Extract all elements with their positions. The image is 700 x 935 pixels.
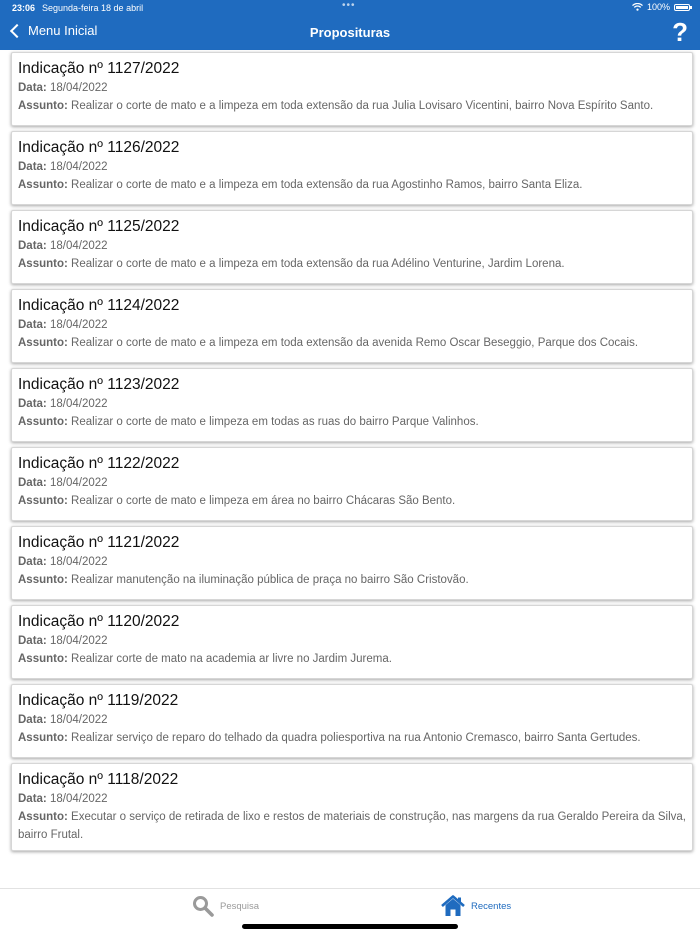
list-item[interactable]	[11, 131, 693, 205]
item-subject-value: Realizar o corte de mato e a limpeza em toda extensão da rua Adélino Venturine, Jardim Lorena.	[71, 258, 565, 270]
tab-search-label: Pesquisa	[220, 900, 260, 912]
item-subject	[18, 413, 686, 431]
item-subject	[18, 176, 686, 194]
item-date-label: Data:	[18, 714, 47, 726]
item-subject	[18, 571, 686, 589]
list-item[interactable]	[11, 684, 693, 758]
item-subject-label: Assunto:	[18, 258, 68, 270]
item-date-value: 18/04/2022	[49, 82, 108, 94]
item-date	[18, 237, 686, 255]
item-title: Indicação nº 1123/2022	[18, 376, 180, 393]
item-date-value: 18/04/2022	[49, 398, 108, 410]
battery-percent: 100%	[646, 2, 670, 12]
item-title: Indicação nº 1126/2022	[18, 139, 180, 156]
item-title: Indicação nº 1118/2022	[18, 771, 179, 788]
list-item[interactable]	[11, 210, 693, 284]
item-title: Indicação nº 1119/2022	[18, 692, 179, 709]
item-subject-value: Executar o serviço de retirada de lixo e restos de materiais de construção, nas margens da rua Geraldo Pereira da Silva, bairro Frutal.	[18, 811, 686, 841]
item-date-label: Data:	[18, 556, 47, 568]
item-date	[18, 474, 686, 492]
item-title: Indicação nº 1127/2022	[18, 60, 180, 77]
item-date	[18, 553, 686, 571]
item-date-value: 18/04/2022	[49, 635, 108, 647]
item-subject-value: Realizar o corte de mato e a limpeza em toda extensão da rua Agostinho Ramos, bairro Santa Eliza.	[71, 179, 583, 191]
item-subject	[18, 97, 686, 115]
item-subject-label: Assunto:	[18, 337, 68, 349]
back-label: Menu Inicial	[28, 23, 98, 38]
item-title: Indicação nº 1124/2022	[18, 297, 180, 314]
nav-bar	[0, 16, 700, 50]
item-date	[18, 632, 686, 650]
item-subject	[18, 255, 686, 273]
item-subject-value: Realizar o corte de mato e limpeza em todas as ruas do bairro Parque Valinhos.	[71, 416, 479, 428]
home-indicator[interactable]	[242, 924, 458, 929]
item-date-label: Data:	[18, 793, 47, 805]
item-subject-value: Realizar corte de mato na academia ar livre no Jardim Jurema.	[71, 653, 392, 665]
item-date-label: Data:	[18, 240, 47, 252]
item-subject-value: Realizar o corte de mato e a limpeza em toda extensão da rua Julia Lovisaro Vicentini, bairro Nova Espírito Santo.	[71, 100, 654, 112]
item-date-value: 18/04/2022	[49, 477, 108, 489]
status-time: 23:06	[12, 3, 36, 13]
item-title: Indicação nº 1120/2022	[18, 613, 180, 630]
item-date-label: Data:	[18, 477, 47, 489]
list-item[interactable]	[11, 526, 693, 600]
item-date-label: Data:	[18, 398, 47, 410]
list-item[interactable]	[11, 447, 693, 521]
tab-recent-label: Recentes	[471, 900, 512, 912]
item-date-value: 18/04/2022	[49, 556, 108, 568]
item-date-value: 18/04/2022	[49, 319, 108, 331]
item-date-value: 18/04/2022	[49, 240, 108, 252]
top-bar	[0, 0, 700, 50]
item-date-label: Data:	[18, 635, 47, 647]
item-subject	[18, 334, 686, 352]
item-title: Indicação nº 1122/2022	[18, 455, 180, 472]
list-item[interactable]	[11, 763, 693, 851]
item-subject	[18, 650, 686, 668]
help-button[interactable]: ?	[672, 17, 688, 47]
item-subject	[18, 492, 686, 510]
item-subject-label: Assunto:	[18, 653, 68, 665]
item-subject	[18, 729, 686, 747]
multitask-dots-icon[interactable]: •••	[342, 0, 356, 11]
item-date-value: 18/04/2022	[49, 793, 108, 805]
item-date	[18, 790, 686, 808]
item-subject-value: Realizar o corte de mato e limpeza em área no bairro Chácaras São Bento.	[71, 495, 456, 507]
list-item[interactable]	[11, 289, 693, 363]
item-title: Indicação nº 1125/2022	[18, 218, 180, 235]
item-date	[18, 711, 686, 729]
item-subject-value: Realizar serviço de reparo do telhado da quadra poliesportiva na rua Antonio Cremasco, bairro Santa Gertudes.	[71, 732, 641, 744]
item-subject-label: Assunto:	[18, 416, 68, 428]
item-title: Indicação nº 1121/2022	[18, 534, 180, 551]
item-subject	[18, 808, 686, 844]
item-date-value: 18/04/2022	[49, 161, 108, 173]
list-item[interactable]	[11, 52, 693, 126]
status-date: Segunda-feira 18 de abril	[42, 3, 144, 13]
item-subject-label: Assunto:	[18, 732, 68, 744]
item-date	[18, 79, 686, 97]
item-date	[18, 395, 686, 413]
list-item[interactable]	[11, 605, 693, 679]
item-subject-label: Assunto:	[18, 811, 68, 823]
home-icon	[441, 895, 465, 917]
wifi-icon	[632, 3, 643, 11]
item-date-value: 18/04/2022	[49, 714, 108, 726]
item-date	[18, 316, 686, 334]
item-date	[18, 158, 686, 176]
status-right	[632, 2, 690, 12]
item-subject-label: Assunto:	[18, 100, 68, 112]
item-date-label: Data:	[18, 82, 47, 94]
tab-search[interactable]	[192, 895, 259, 917]
status-bar	[0, 0, 700, 16]
item-date-label: Data:	[18, 319, 47, 331]
battery-icon	[674, 4, 690, 11]
item-subject-value: Realizar o corte de mato e a limpeza em toda extensão da avenida Remo Oscar Beseggio, Parque dos Cocais.	[71, 337, 639, 349]
item-subject-label: Assunto:	[18, 495, 68, 507]
item-subject-label: Assunto:	[18, 574, 68, 586]
item-subject-label: Assunto:	[18, 179, 68, 191]
magnifier-icon	[192, 895, 214, 917]
list-item[interactable]	[11, 368, 693, 442]
item-date-label: Data:	[18, 161, 47, 173]
item-subject-value: Realizar manutenção na iluminação pública de praça no bairro São Cristovão.	[71, 574, 469, 586]
tab-recent[interactable]	[441, 895, 511, 917]
page-title: Proposituras	[309, 25, 391, 40]
